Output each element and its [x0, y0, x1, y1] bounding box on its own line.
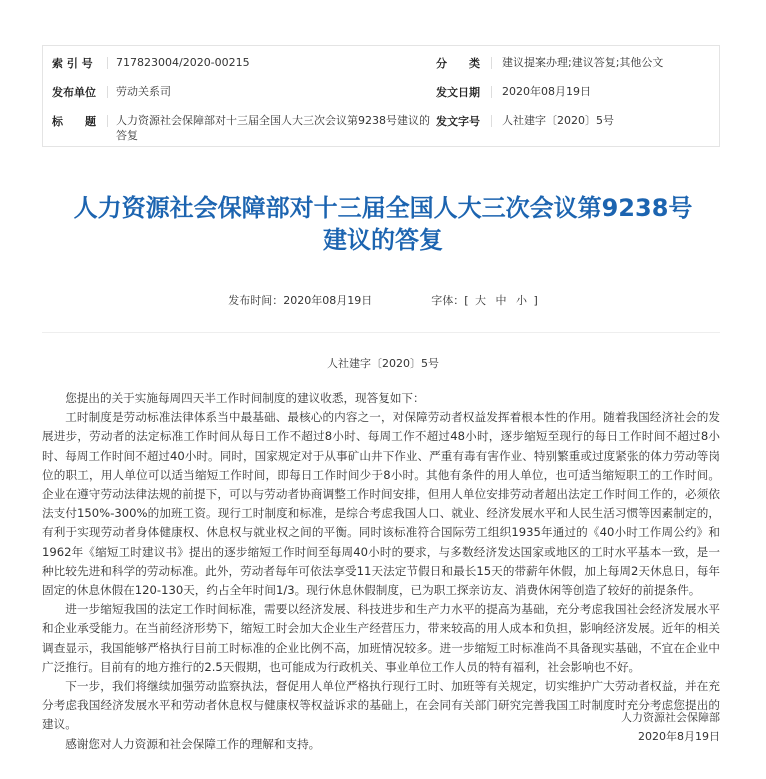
title-line-2: 建议的答复 [323, 226, 443, 254]
content-divider [42, 332, 720, 333]
font-medium-button[interactable]: 中 [495, 294, 507, 307]
publish-time: 发布时间：2020年08月19日 [228, 294, 373, 307]
article-body [42, 389, 720, 754]
docno-value: 人社建字〔2020〕5号 [502, 114, 614, 127]
docno-label: 发文字号 [436, 115, 480, 128]
index-value: 717823004/2020-00215 [116, 56, 250, 69]
divider [491, 86, 492, 98]
font-large-button[interactable]: 大 [475, 294, 486, 307]
doc-number: 人社建字〔2020〕5号 [327, 357, 439, 370]
index-label: 索 引 号 [52, 57, 93, 70]
paragraph: 感谢您对人力资源和社会保障工作的理解和支持。 [65, 736, 321, 751]
publisher-label: 发布单位 [52, 86, 96, 99]
divider [107, 115, 108, 127]
signature [621, 708, 720, 746]
title-line-1: 人力资源社会保障部对十三届全国人大三次会议第9238号 [73, 194, 693, 222]
signature-date: 2020年8月19日 [638, 730, 720, 743]
document-info-table [42, 45, 720, 147]
divider [491, 57, 492, 69]
font-size-label: 字体：[ [431, 294, 469, 307]
title-value: 人力资源社会保障部对十三届全国人大三次会议第9238号建议的答复 [116, 114, 430, 142]
font-small-button[interactable]: 小 [516, 294, 527, 307]
divider [107, 57, 108, 69]
date-value: 2020年08月19日 [502, 85, 591, 98]
publisher-value: 劳动关系司 [116, 85, 171, 98]
page-title [40, 192, 726, 256]
divider [491, 115, 492, 127]
paragraph: 工时制度是劳动标准法律体系当中最基础、最核心的内容之一，对保障劳动者权益发挥着根本性的作用。随着我国经济社会的发展进步，劳动者的法定标准工作时间从每日工作不超过8小时、每周工作不超过48小时，逐步缩短至现行的每日工作时间不超过8小时、每周工作时间不超过40小时。同时，国家规定对于从事矿山井下作业、严重有毒有害作业、特别繁重或过度紧张的体力劳动等岗位的职工，用人单位可以适当缩短工作时间，即每日工作时间少于8小时。其他有条件的用人单位，也可适当缩短职工的工作时间。企业在遵守劳动法律法规的前提下，可以与劳动者协商调整工作时间安排，但用人单位安排劳动者超出法定工作时间工作的，必须依法支付150%-300%的加班工资。现行工时制度和标准，是综合考虑我国人口、就业、经济发展水平和人民生活习惯等因素制定的，有利于实现劳动者身体健康权、休息权与就业权之间的平衡。同时该标准符合国际劳工组织1935年通过的《40小时工作周公约》和1962年《缩短工时建议书》提出的逐步缩短工作时间至每周40小时的要求，与多数经济发达国家或地区的工时水平基本一致，是一种比较先进和科学的劳动标准。此外，劳动者每年可依法享受11天法定节假日和最长15天的带薪年休假，加上每周2天休息日，每年固定的休息休假在120-130天，约占全年时间1/3。现行休息休假制度，已为职工探亲访友、消费休闲等创造了较好的前提条件。 [42, 410, 720, 598]
paragraph: 您提出的关于实施每周四天半工作时间制度的建议收悉，现答复如下： [65, 391, 425, 405]
paragraph: 进一步缩短我国的法定工作时间标准，需要以经济发展、科技进步和生产力水平的提高为基础，充分考虑我国社会经济发展水平和企业承受能力。在当前经济形势下，缩短工时会加大企业生产经营压力，带来较高的用人成本和负担，影响经济发展。近年的相关调查显示，我国能够严格执行目前工时标准的企业比例不高，加班情况较多。进一步缩短工时标准尚不具备现实基础，不宜在企业中广泛推行。目前有的地方推行的2.5天假期，也可能成为行政机关、事业单位工作人员的特有福利，社会影响也不好。 [42, 602, 720, 674]
meta-bar [0, 292, 766, 308]
title-label: 标 题 [52, 115, 96, 128]
category-value: 建议提案办理;建议答复;其他公文 [502, 56, 664, 69]
paragraph: 下一步，我们将继续加强劳动监察执法，督促用人单位严格执行现行工时、加班等有关规定，切实维护广大劳动者权益，并在充分考虑我国经济发展水平和劳动者休息权与健康权等权益诉求的基础上，在会同有关部门研究完善我国工时制度时充分考虑您提出的建议。 [42, 679, 720, 732]
date-label: 发文日期 [436, 86, 480, 99]
signature-org: 人力资源社会保障部 [621, 711, 720, 724]
category-label: 分 类 [436, 57, 480, 70]
divider [107, 86, 108, 98]
font-size-close: ] [533, 294, 538, 307]
